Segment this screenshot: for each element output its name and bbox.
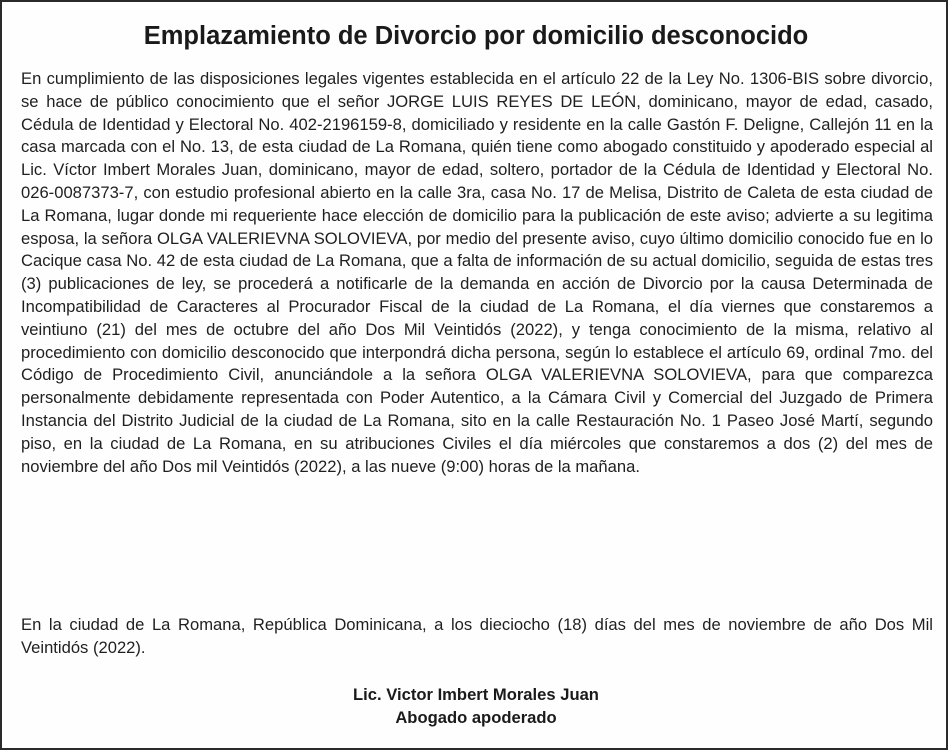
signature-name: Lic. Victor Imbert Morales Juan bbox=[353, 685, 599, 704]
notice-closing-paragraph: En la ciudad de La Romana, República Dominicana, a los dieciocho (18) días del mes de noviembre de año Dos Mil Veintidós (2022). bbox=[21, 615, 933, 657]
signature-role: Abogado apoderado bbox=[395, 707, 557, 727]
notice-body-paragraph: En cumplimiento de las disposiciones legales vigentes establecida en el artículo 22 de la Ley No. 1306-BIS sobre divorcio, se hace de público conocimiento que el señor JORGE LUIS REYES DE LEÓN, dominicano, mayor de edad, casado, Cédula de Identidad y Electoral No. 402-2196159-8, domiciliado y residente en la calle Gastón F. Deligne, Callejón 11 en la casa marcada con el No. 13, de esta ciudad de La Romana, quién tiene como abogado constituido y apoderado especial al Lic. Víctor Imbert Morales Juan, dominicano, mayor de edad, soltero, portador de la Cédula de Identidad y Electoral No. 026-0087373-7, con estudio profesional abierto en la calle 3ra, casa No. 17 de Melisa, Distrito de Caleta de esta ciudad de La Romana, lugar donde mi requeriente hace elección de domicilio para la publicación de este aviso; advierte a su legitima esposa, la señora OLGA VALERIEVNA SOLOVIEVA, por medio del presente aviso, cuyo último domicilio conocido fue en lo Cacique casa No. 42 de esta ciudad de La Romana, que a falta de información de su actual domicilio, seguida de estas tres (3) publicaciones de ley, se procederá a notificarle de la demanda en acción de Divorcio por la causa Determinada de Incompatibilidad de Caracteres al Procurador Fiscal de la ciudad de La Romana, el día viernes que constaremos a veintiuno (21) del mes de octubre del año Dos Mil Veintidós (2022), y tenga conocimiento de la misma, relativo al procedimiento con domicilio desconocido que interpondrá dicha persona, según lo establece el artículo 69, ordinal 7mo. del Código de Procedimiento Civil, anunciándole a la señora OLGA VALERIEVNA SOLOVIEVA, para que comparezca personalmente debidamente representada con Poder Autentico, a la Cámara Civil y Comercial del Juzgado de Primera Instancia del Distrito Judicial de la ciudad de La Romana, sito en la calle Restauración No. 1 Paseo José Martí, segundo piso, en la ciudad de La Romana, en su atribuciones Civiles el día miércoles que constaremos a dos (2) del mes de noviembre del año Dos mil Veintidós (2022), a las nueve (9:00) horas de la mañana. bbox=[21, 69, 933, 476]
notice-title: Emplazamiento de Divorcio por domicilio desconocido bbox=[143, 22, 809, 50]
signature-block bbox=[2, 684, 950, 729]
